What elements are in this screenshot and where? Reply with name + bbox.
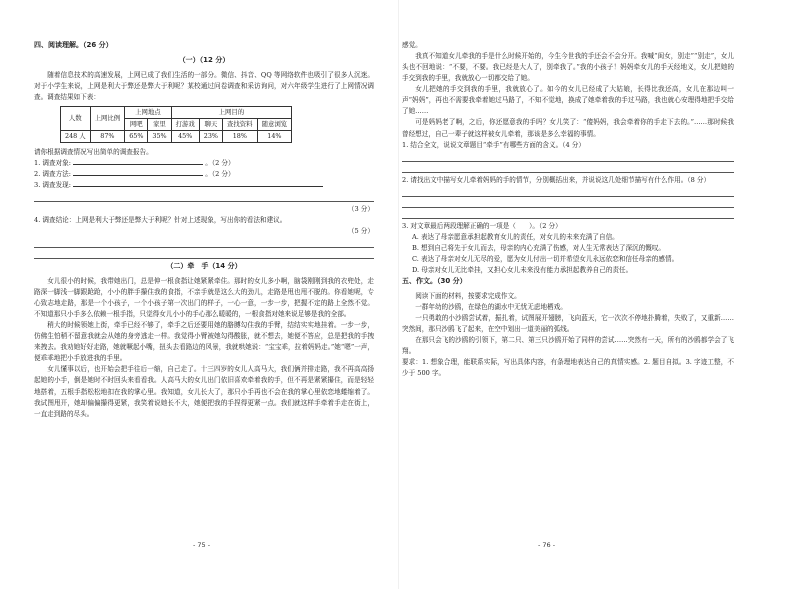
answer-line[interactable]	[402, 153, 734, 162]
answer-blank-2[interactable]	[73, 169, 203, 176]
answer-line[interactable]	[34, 250, 374, 259]
table-subheader: 查找资料	[223, 118, 258, 130]
story-paragraph: 可是妈妈老了啊，之后，你还愿意我的手吗？女儿笑了：“傻妈妈，我会牵着你的手走下去的。”……那时候我曾经想过，自己一辈子就这样被女儿牵着，那该是多么幸福的事情。	[402, 118, 734, 138]
question-3-points: （3 分）	[347, 204, 374, 213]
answer-line[interactable]	[402, 199, 734, 208]
option-b[interactable]: B. 想到自己将先于女儿而去，母亲的内心充满了伤感，对人生无常表达了深沉的慨叹。	[412, 243, 666, 252]
table-cell: 35%	[148, 130, 171, 142]
right-column	[402, 40, 734, 379]
answer-line[interactable]	[402, 188, 734, 197]
survey-table	[60, 106, 292, 143]
essay-intro: 阅读下面的材料，按要求完成作文。	[415, 291, 521, 300]
question-2-label: 2. 调查方法:	[34, 169, 71, 178]
question-2-points: 。（2 分）	[205, 169, 235, 178]
page-number-right: - 76 -	[538, 541, 556, 549]
table-header-purpose: 上网目的	[171, 106, 292, 118]
table-cell: 87%	[90, 130, 125, 142]
table-cell: 23%	[199, 130, 222, 142]
table-cell: 45%	[171, 130, 199, 142]
table-cell: 65%	[125, 130, 148, 142]
table-cell: 18%	[223, 130, 258, 142]
page-number-left: - 75 -	[193, 541, 211, 549]
answer-blank-3[interactable]	[73, 180, 323, 187]
table-header-ratio: 上网比例	[90, 106, 125, 130]
essay-material: 一群年幼的沙鸥，在绿色的湖水中无忧无虑地栖戏。	[415, 302, 567, 311]
essay-material: 在那只会飞的沙鸥的引领下，第二只、第三只沙鸥开始了同样的尝试……突然有一天，所有的沙鸥都学会了飞翔。	[402, 336, 734, 356]
story-paragraph: 女儿很小的时候，我带她出门，总是伸一根食指让她紧紧牵住。那时的女儿多小啊，脑袋刚刚到我的衣兜处，走路深一脚浅一脚跟跄跄，小小的胖手攥住我的食指，不亲手就是这么大的劲儿，走路是甩也甩不脱的。你看她呢，专心致志地走路，那是一个小孩子，一个小孩子第一次出门的样子，一心一意，一步一步，把握不定的路上全然不觉。不知道那只小手多么依赖一根手指，只觉得女儿小小的手心那么暖暖的，一根食指对她来说足够是我的全部。	[34, 276, 374, 319]
reading-question-2: 2. 请找出文中描写女儿牵着妈妈的手的情节，分别概括出来，并说说这几处细节描写有什么作用。（8 分）	[402, 175, 711, 184]
answer-blank-1[interactable]	[73, 158, 203, 165]
option-d[interactable]: D. 母亲对女儿无比牵挂，又担心女儿未来没有能力承担起教养自己的责任。	[412, 265, 633, 274]
story-paragraph: 稍大的时候领她上街，牵手已经不够了，牵手之后还要用她的胳膊勾住我的手臂，结结实实地挂着。一步一步，仿佛生怕稍不留意我就会从她的身旁逃走一样。我觉得小臂被她勾得酸胀，就不想去，她便不答应，总是把我的手拽来拽去。我劝她好好走路，她就噘起小嘴，扭头去看路边的风景，我就哄她说：“宝宝乖，拉着妈妈走。”她“嗯”一声，便乖乖地把小手放进我的手里。	[34, 321, 374, 363]
reading-question-3: 3. 对文章最后两段理解正确的一项是（ ）。（2 分）	[402, 221, 562, 230]
question-3	[34, 180, 374, 191]
option-a[interactable]: A. 表达了母亲愿意承担起教育女儿的责任，对女儿的未来充满了自信。	[412, 232, 619, 241]
table-cell: 248 人	[61, 130, 91, 142]
story-paragraph: 女儿懂事以后，也开始会把手往后一缩，自己走了。十三四岁的女儿人高马大，我们俩并排走路，我不再高高扬起她的小手，倒是她时不时回头来看看我。人高马大的女儿出门依旧喜欢牵着我的手，但不再是紧紧攥住，而是轻轻地搭着，五根手指松松地扣在我的掌心里。我知道，女儿长大了，那只小手再也不会在我的掌心里依恋地蜷缩着了。我试图甩开，她却偏偏攥得更紧，我笑着说她长不大，她便把我的手捏得更紧一点。我们就这样手牵着手走在街上，一直走到路的尽头。	[34, 365, 374, 418]
question-4-points: （5 分）	[347, 227, 374, 236]
story-continuation: 感觉。	[402, 41, 422, 49]
part-two-title: （二）牵 手（14 分）	[166, 262, 242, 271]
table-cell: 14%	[257, 130, 292, 142]
part-one-paragraph: 随着信息技术的高速发展，上网已成了我们生活的一部分。微信、抖音、QQ 等网络软件也吸引了很多人沉迷。对于小学生来说，上网是利大于弊还是弊大于利呢？某校通过问卷调查和采访询问，对六年级学生进行了上网情况调查。调查结果如下表：	[34, 70, 374, 101]
story-paragraph: 女儿把她的手交到我的手里，我就放心了。如今的女儿已经成了大姑娘，长得比我还高，女儿在那边叫一声“妈妈”，再也不需要我牵着她过马路了，不知不觉地，换成了她牵着我的手过马路，我也就心安理得地把手交给了她……	[402, 85, 734, 116]
question-4: 4. 调查结论：上网是利大于弊还是弊大于利呢？针对上述现象，写出你的看法和建议。	[34, 216, 287, 224]
table-header-place: 上网地点	[125, 106, 171, 118]
table-subheader: 家里	[148, 118, 171, 130]
answer-line[interactable]	[34, 239, 374, 248]
section-four-title: 四、阅读理解。（26 分）	[34, 41, 113, 49]
answer-line[interactable]	[402, 164, 734, 173]
answer-line[interactable]	[34, 193, 374, 202]
essay-section-title: 五、作文。（30 分）	[402, 277, 467, 285]
table-subheader: 打游戏	[171, 118, 199, 130]
question-2	[34, 169, 374, 180]
essay-material: 一只勇敢的小沙鸥尝试着，振扎着，试图展开翅膀，飞向蓝天，它一次次不停地扑腾着，失败了，又重新……突然间，那只沙鸥飞了起来，在空中划出一道美丽的弧线。	[402, 313, 734, 333]
question-intro: 请你根据调查情况写出简单的调查报告。	[34, 147, 153, 156]
question-1	[34, 158, 374, 169]
essay-requirements: 要求：1. 想象合理，能联系实际，写出具体内容，有条理地表达自己的真情实感。2. 题目自拟。3. 字迹工整，不少于 500 字。	[402, 358, 734, 378]
story-paragraph: 我真不知道女儿牵我的手是什么时候开始的，今生今世我的手还会不会分开。我喊“闺女，别走”“别走”，女儿头也不回地说：“不要，不要。我已经是大人了，别牵我了。”我的小孩子！妈妈牵女儿的手天经地义，女儿把她的手交到我的手里，我就放心一切都交给了她。	[402, 52, 734, 83]
right-page	[400, 0, 800, 589]
answer-line[interactable]	[402, 210, 734, 219]
question-1-points: 。（2 分）	[205, 158, 235, 167]
option-c[interactable]: C. 表达了母亲对女儿无尽的爱，愿为女儿付出一切并希望女儿永远依恋和信任母亲的感情。	[412, 254, 679, 263]
part-one-title: （一）（12 分）	[178, 55, 230, 64]
table-subheader: 网吧	[125, 118, 148, 130]
table-header-people: 人数	[61, 106, 91, 130]
reading-question-1: 1. 结合全文，说说文章题目“牵手”有哪些方面的含义。（4 分）	[402, 140, 585, 149]
table-subheader: 随意浏览	[257, 118, 292, 130]
question-1-label: 1. 调查对象:	[34, 158, 71, 167]
table-subheader: 聊天	[199, 118, 222, 130]
left-column	[34, 40, 374, 420]
question-3-label: 3. 调查发现:	[34, 180, 71, 189]
